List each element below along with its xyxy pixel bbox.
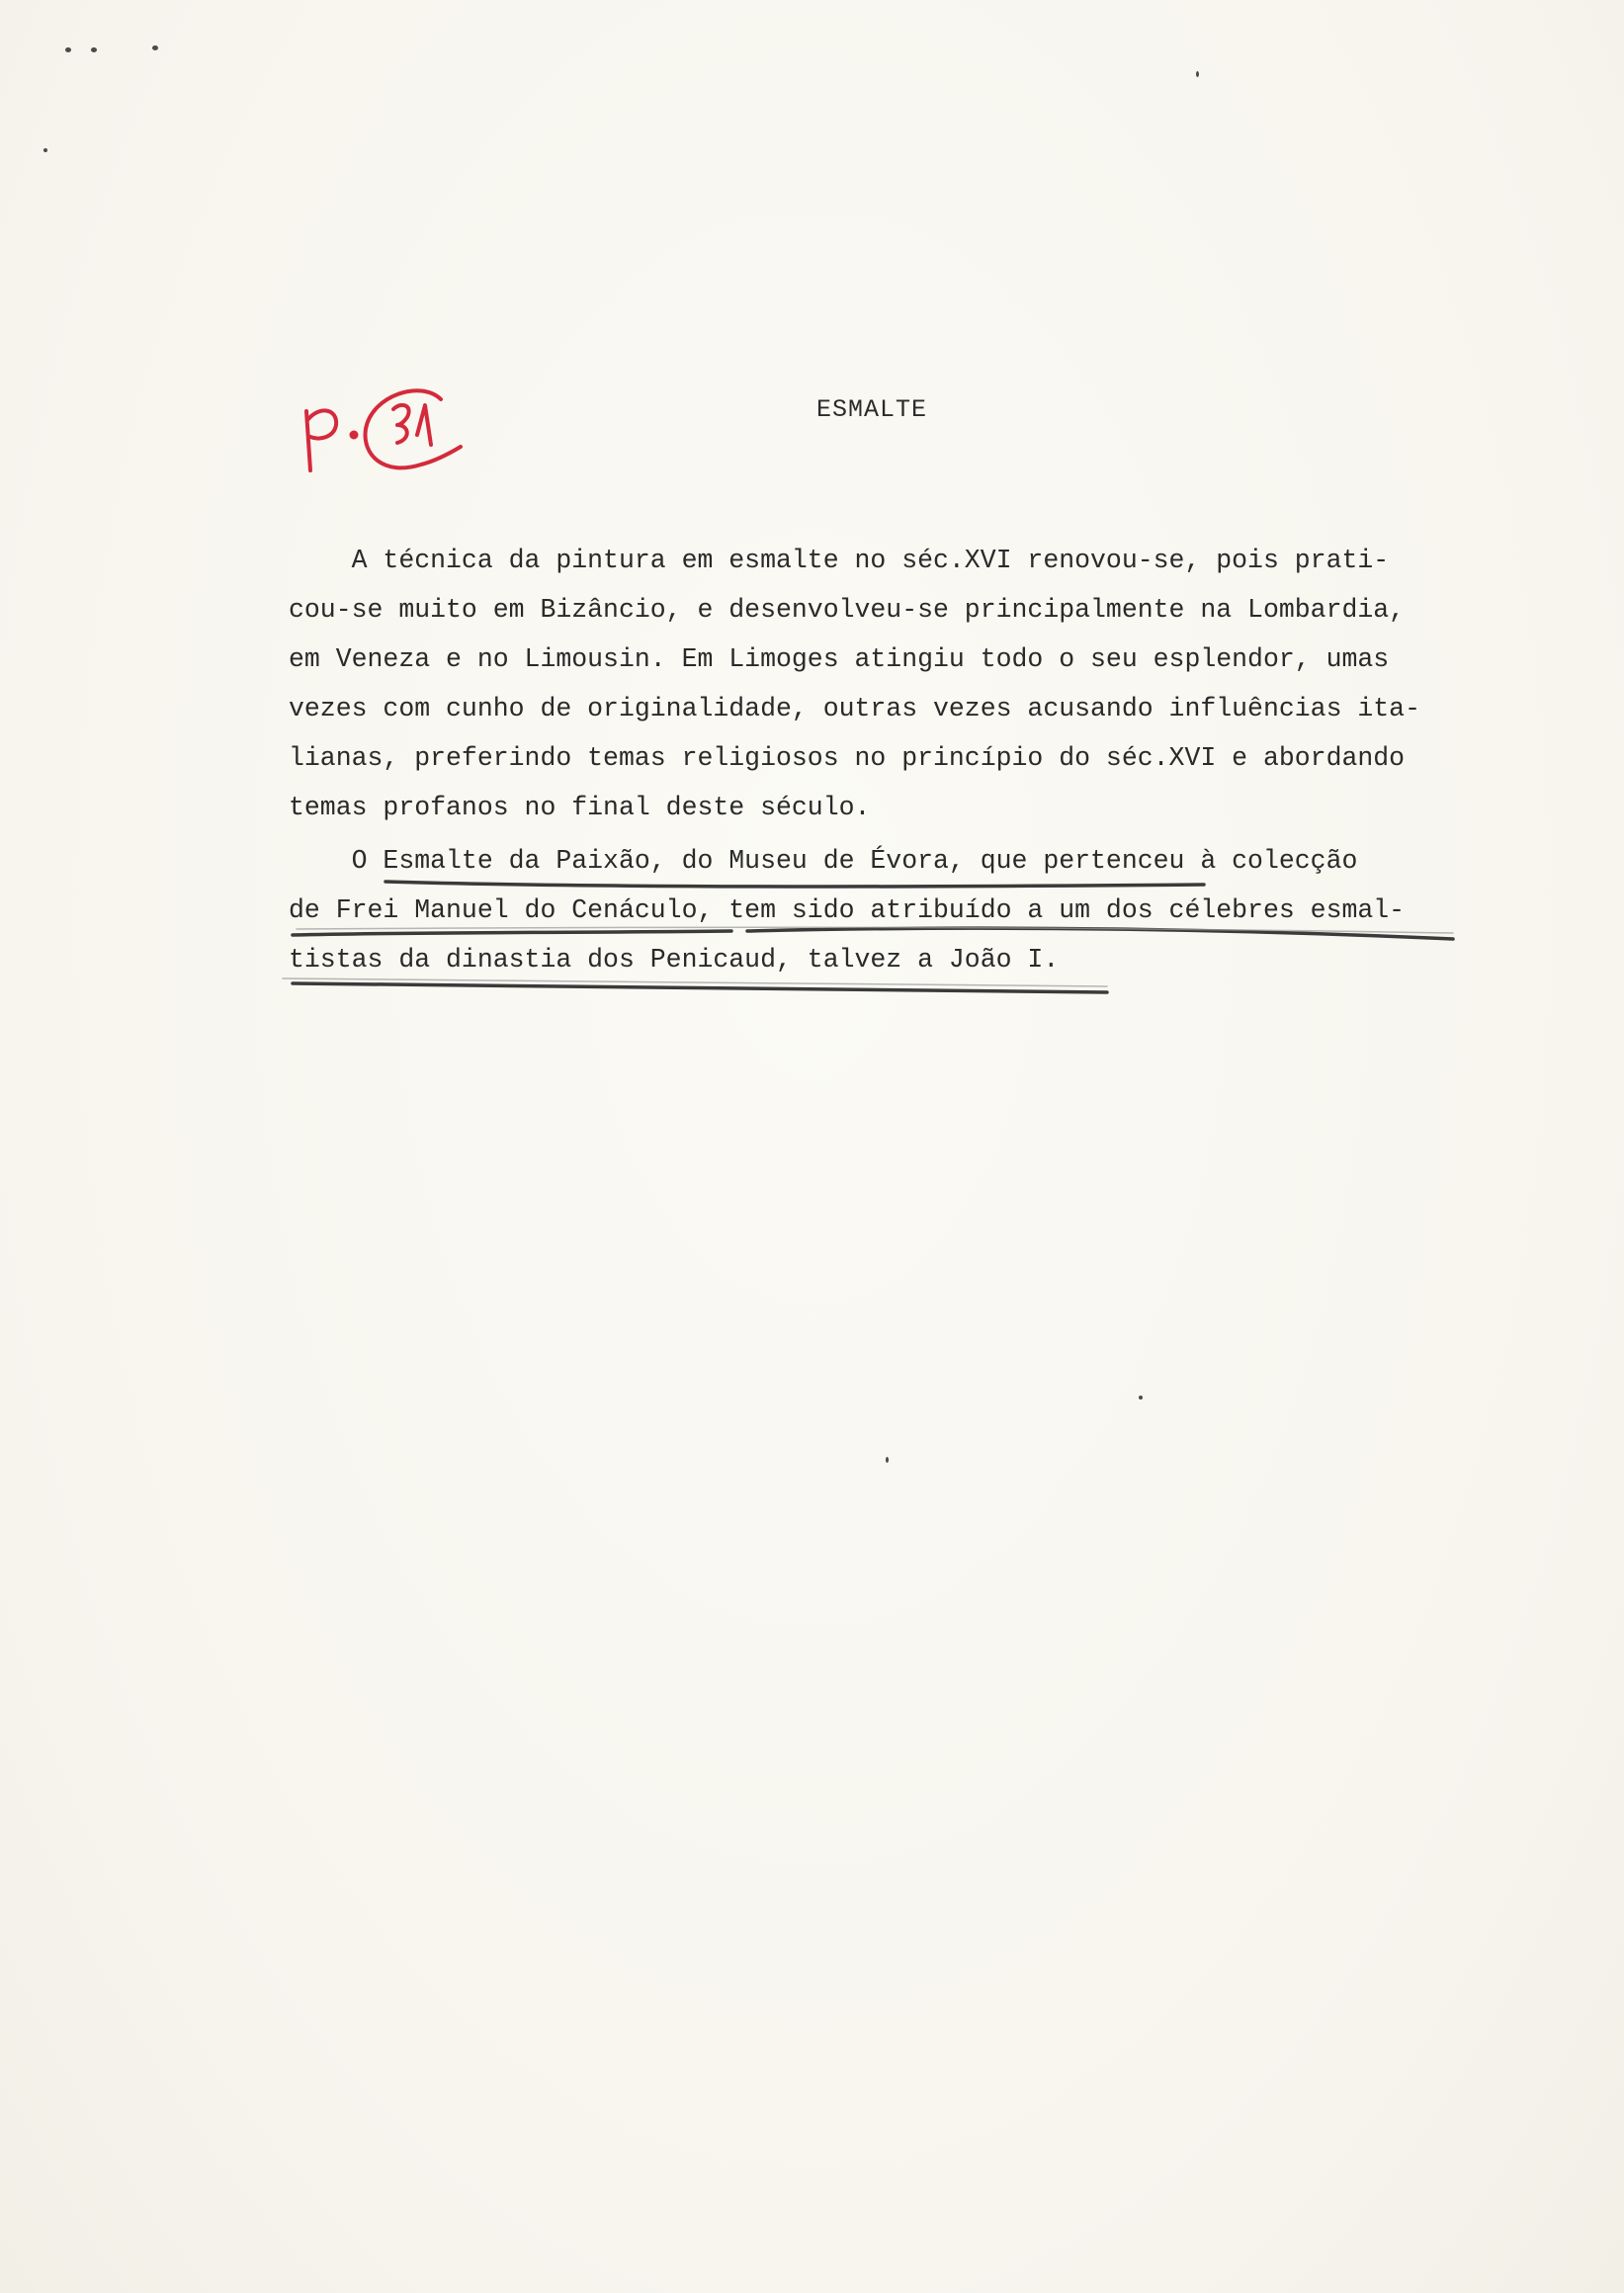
- text-line: cou-se muito em Bizâncio, e desenvolveu-se principalmente na Lombardia,: [289, 595, 1406, 625]
- paper-speck: [152, 45, 158, 50]
- text-line: tistas da dinastia dos Penicaud, talvez a João I.: [289, 945, 1060, 975]
- text-line: em Veneza e no Limousin. Em Limoges atingiu todo o seu esplendor, umas: [289, 644, 1390, 674]
- margin-annotation-p31: [293, 385, 480, 494]
- text-line: lianas, preferindo temas religiosos no princípio do séc.XVI e abordando: [289, 743, 1406, 773]
- text-line: vezes com cunho de originalidade, outras vezes acusando influências ita-: [289, 694, 1420, 723]
- paper-speck: [1196, 71, 1199, 77]
- page-title: ESMALTE: [816, 395, 928, 424]
- paper-speck: [886, 1457, 889, 1463]
- text-line: temas profanos no final deste século.: [289, 793, 871, 822]
- text-line: de Frei Manuel do Cenáculo, tem sido atribuído a um dos célebres esmal-: [289, 895, 1406, 925]
- text-line: O Esmalte da Paixão, do Museu de Évora, que pertenceu à colecção: [289, 846, 1358, 876]
- paper-speck: [65, 47, 71, 52]
- text-line: A técnica da pintura em esmalte no séc.XVI renovou-se, pois prati-: [289, 546, 1390, 575]
- paper-speck: [1139, 1396, 1143, 1400]
- paper-speck: [43, 148, 47, 152]
- underline-stroke: [293, 983, 1107, 992]
- paper-speck: [91, 47, 97, 52]
